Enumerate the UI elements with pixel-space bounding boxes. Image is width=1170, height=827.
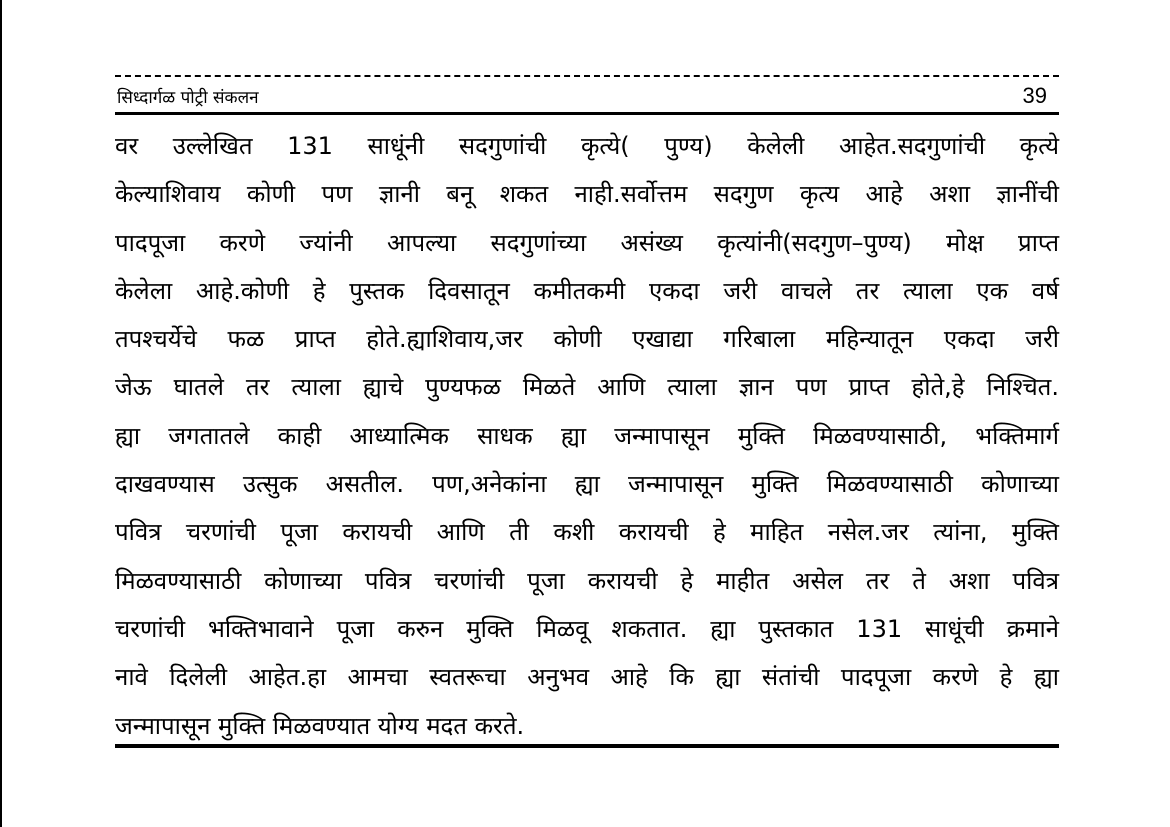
text-line: वर उल्लेखित 131 साधूंनी सदगुणांची कृत्ये( पुण्य) केलेली आहेत.सदगुणांची कृत्ये bbox=[115, 132, 1059, 160]
text-line: चरणांची भक्तिभावाने पूजा करुन मुक्ति मिळवू शकतात. ह्या पुस्तकात 131 साधूंची क्रमाने bbox=[115, 614, 1059, 643]
text-line: जन्मापासून मुक्ति मिळवण्यात योग्य मदत करते. bbox=[115, 711, 525, 740]
text-line: पवित्र चरणांची पूजा करायची आणि ती कशी करायची हे माहित नसेल.जर त्यांना, मुक्ति bbox=[115, 518, 1059, 547]
page-number: 39 bbox=[1022, 83, 1047, 108]
text-line: पादपूजा करणे ज्यांनी आपल्या सदगुणांच्या असंख्य कृत्यांनी(सदगुण–पुण्य) मोक्ष प्राप्त bbox=[115, 228, 1059, 257]
text-line: ह्या जगतातले काही आध्यात्मिक साधक ह्या जन्मापासून मुक्ति मिळवण्यासाठी, भक्तिमार्ग bbox=[115, 421, 1059, 450]
footer-rule bbox=[115, 744, 1059, 748]
text-line: केल्याशिवाय कोणी पण ज्ञानी बनू शकत नाही.सर्वोत्तम सदगुण कृत्य आहे अशा ज्ञानींची bbox=[115, 180, 1059, 209]
text-line: जेऊ घातले तर त्याला ह्याचे पुण्यफळ मिळते आणि त्याला ज्ञान पण प्राप्त होते,हे निश्चित. bbox=[115, 373, 1059, 402]
header-title: सिध्दार्गळ पोट्री संकलन bbox=[117, 88, 259, 108]
body-paragraph bbox=[115, 122, 1059, 750]
text-line: तपश्चर्येचे फळ प्राप्त होते.ह्याशिवाय,जर कोणी एखाद्या गरिबाला महिन्यातून एकदा जरी bbox=[115, 325, 1059, 354]
text-line: दाखवण्यास उत्सुक असतील. पण,अनेकांना ह्या जन्मापासून मुक्ति मिळवण्यासाठी कोणाच्या bbox=[115, 470, 1059, 499]
top-dashed-rule bbox=[115, 75, 1059, 77]
text-line: नावे दिलेली आहेत.हा आमचा स्वतरूचा अनुभव आहे कि ह्या संतांची पादपूजा करणे हे ह्या bbox=[115, 663, 1059, 692]
page-header bbox=[115, 84, 1059, 110]
text-line: केलेला आहे.कोणी हे पुस्तक दिवसातून कमीतकमी एकदा जरी वाचले तर त्याला एक वर्ष bbox=[115, 276, 1059, 305]
header-rule bbox=[115, 112, 1059, 115]
text-line: मिळवण्यासाठी कोणाच्या पवित्र चरणांची पूजा करायची हे माहीत असेल तर ते अशा पवित्र bbox=[115, 566, 1059, 595]
